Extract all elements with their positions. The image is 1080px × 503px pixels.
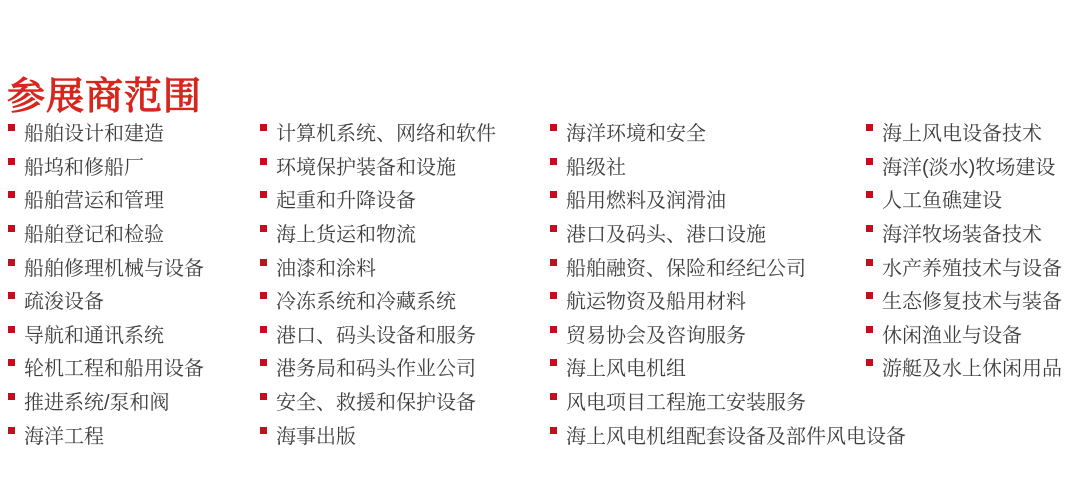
list-item bbox=[550, 350, 906, 384]
list-item-label: 休闲渔业与设备 bbox=[882, 324, 1022, 347]
square-bullet-icon bbox=[550, 326, 557, 333]
list-item-label: 船舶登记和检验 bbox=[24, 224, 164, 247]
exhibitor-list-column-4 bbox=[866, 115, 1062, 384]
exhibitor-list-column-3 bbox=[550, 115, 906, 451]
square-bullet-icon bbox=[260, 292, 267, 299]
square-bullet-icon bbox=[260, 326, 267, 333]
list-item-label: 航运物资及船用材料 bbox=[566, 291, 746, 314]
square-bullet-icon bbox=[550, 124, 557, 131]
list-item-label: 海洋牧场装备技术 bbox=[882, 224, 1042, 247]
square-bullet-icon bbox=[550, 427, 557, 434]
square-bullet-icon bbox=[550, 259, 557, 266]
page-title: 参展商范围 bbox=[7, 76, 203, 119]
list-item bbox=[260, 283, 496, 317]
list-item bbox=[866, 115, 1062, 149]
list-item bbox=[260, 350, 496, 384]
square-bullet-icon bbox=[8, 191, 15, 198]
list-item bbox=[260, 115, 496, 149]
square-bullet-icon bbox=[550, 225, 557, 232]
list-item-label: 船级社 bbox=[566, 156, 626, 179]
square-bullet-icon bbox=[550, 158, 557, 165]
exhibitor-list-column-2 bbox=[260, 115, 496, 451]
square-bullet-icon bbox=[8, 259, 15, 266]
list-item bbox=[260, 216, 496, 250]
list-item-label: 船坞和修船厂 bbox=[24, 156, 144, 179]
list-item-label: 海上风电设备技术 bbox=[882, 123, 1042, 146]
list-item bbox=[8, 317, 204, 351]
list-item bbox=[866, 182, 1062, 216]
list-item bbox=[550, 149, 906, 183]
list-item-label: 海洋工程 bbox=[24, 425, 104, 448]
list-item bbox=[8, 350, 204, 384]
list-item-label: 人工鱼礁建设 bbox=[882, 190, 1002, 213]
list-item bbox=[550, 417, 906, 451]
square-bullet-icon bbox=[260, 359, 267, 366]
list-item bbox=[8, 149, 204, 183]
list-item bbox=[866, 350, 1062, 384]
list-item-label: 船舶设计和建造 bbox=[24, 123, 164, 146]
list-item-label: 港口、码头设备和服务 bbox=[276, 324, 476, 347]
list-item-label: 船用燃料及润滑油 bbox=[566, 190, 726, 213]
square-bullet-icon bbox=[866, 359, 873, 366]
list-item bbox=[866, 216, 1062, 250]
square-bullet-icon bbox=[866, 191, 873, 198]
square-bullet-icon bbox=[8, 124, 15, 131]
square-bullet-icon bbox=[8, 393, 15, 400]
square-bullet-icon bbox=[260, 393, 267, 400]
square-bullet-icon bbox=[866, 158, 873, 165]
square-bullet-icon bbox=[866, 326, 873, 333]
list-item bbox=[8, 283, 204, 317]
square-bullet-icon bbox=[260, 124, 267, 131]
list-item-label: 安全、救援和保护设备 bbox=[276, 392, 476, 415]
list-item bbox=[8, 384, 204, 418]
list-item bbox=[8, 417, 204, 451]
list-item-label: 环境保护装备和设施 bbox=[276, 156, 456, 179]
list-item bbox=[8, 249, 204, 283]
list-item bbox=[550, 317, 906, 351]
square-bullet-icon bbox=[8, 359, 15, 366]
list-item bbox=[550, 182, 906, 216]
list-item-label: 海上风电机组 bbox=[566, 358, 686, 381]
list-item bbox=[260, 317, 496, 351]
square-bullet-icon bbox=[8, 225, 15, 232]
square-bullet-icon bbox=[8, 427, 15, 434]
list-item-label: 水产养殖技术与设备 bbox=[882, 257, 1062, 280]
list-item-label: 冷冻系统和冷藏系统 bbox=[276, 291, 456, 314]
square-bullet-icon bbox=[866, 259, 873, 266]
list-item-label: 船舶修理机械与设备 bbox=[24, 257, 204, 280]
list-item bbox=[550, 283, 906, 317]
list-item bbox=[866, 149, 1062, 183]
list-item-label: 贸易协会及咨询服务 bbox=[566, 324, 746, 347]
square-bullet-icon bbox=[550, 292, 557, 299]
list-item bbox=[550, 384, 906, 418]
exhibitor-list-column-1 bbox=[8, 115, 204, 451]
list-item-label: 海洋(淡水)牧场建设 bbox=[882, 156, 1056, 179]
list-item bbox=[550, 216, 906, 250]
square-bullet-icon bbox=[866, 292, 873, 299]
list-item-label: 起重和升降设备 bbox=[276, 190, 416, 213]
square-bullet-icon bbox=[260, 158, 267, 165]
list-item-label: 油漆和涂料 bbox=[276, 257, 376, 280]
list-item-label: 船舶营运和管理 bbox=[24, 190, 164, 213]
square-bullet-icon bbox=[550, 191, 557, 198]
list-item-label: 港口及码头、港口设施 bbox=[566, 224, 766, 247]
list-item bbox=[8, 182, 204, 216]
square-bullet-icon bbox=[260, 427, 267, 434]
square-bullet-icon bbox=[260, 191, 267, 198]
list-item-label: 海上风电机组配套设备及部件风电设备 bbox=[566, 425, 906, 448]
list-item-label: 海洋环境和安全 bbox=[566, 123, 706, 146]
list-item-label: 港务局和码头作业公司 bbox=[276, 358, 476, 381]
list-item-label: 推进系统/泵和阀 bbox=[24, 392, 170, 415]
square-bullet-icon bbox=[8, 326, 15, 333]
list-item bbox=[260, 384, 496, 418]
list-item-label: 船舶融资、保险和经纪公司 bbox=[566, 257, 806, 280]
list-item bbox=[550, 115, 906, 149]
square-bullet-icon bbox=[260, 225, 267, 232]
list-item-label: 海上货运和物流 bbox=[276, 224, 416, 247]
square-bullet-icon bbox=[550, 359, 557, 366]
list-item-label: 生态修复技术与装备 bbox=[882, 291, 1062, 314]
list-item-label: 计算机系统、网络和软件 bbox=[276, 123, 496, 146]
list-item bbox=[8, 216, 204, 250]
list-item bbox=[866, 249, 1062, 283]
list-item bbox=[8, 115, 204, 149]
list-item bbox=[260, 249, 496, 283]
square-bullet-icon bbox=[8, 292, 15, 299]
square-bullet-icon bbox=[866, 124, 873, 131]
list-item bbox=[260, 149, 496, 183]
list-item bbox=[866, 317, 1062, 351]
square-bullet-icon bbox=[260, 259, 267, 266]
list-item-label: 导航和通讯系统 bbox=[24, 324, 164, 347]
list-item-label: 海事出版 bbox=[276, 425, 356, 448]
list-item bbox=[550, 249, 906, 283]
square-bullet-icon bbox=[550, 393, 557, 400]
list-item-label: 游艇及水上休闲用品 bbox=[882, 358, 1062, 381]
list-item-label: 风电项目工程施工安装服务 bbox=[566, 392, 806, 415]
list-item bbox=[866, 283, 1062, 317]
list-item-label: 疏浚设备 bbox=[24, 291, 104, 314]
list-item-label: 轮机工程和船用设备 bbox=[24, 358, 204, 381]
list-item bbox=[260, 182, 496, 216]
list-item bbox=[260, 417, 496, 451]
square-bullet-icon bbox=[866, 225, 873, 232]
square-bullet-icon bbox=[8, 158, 15, 165]
